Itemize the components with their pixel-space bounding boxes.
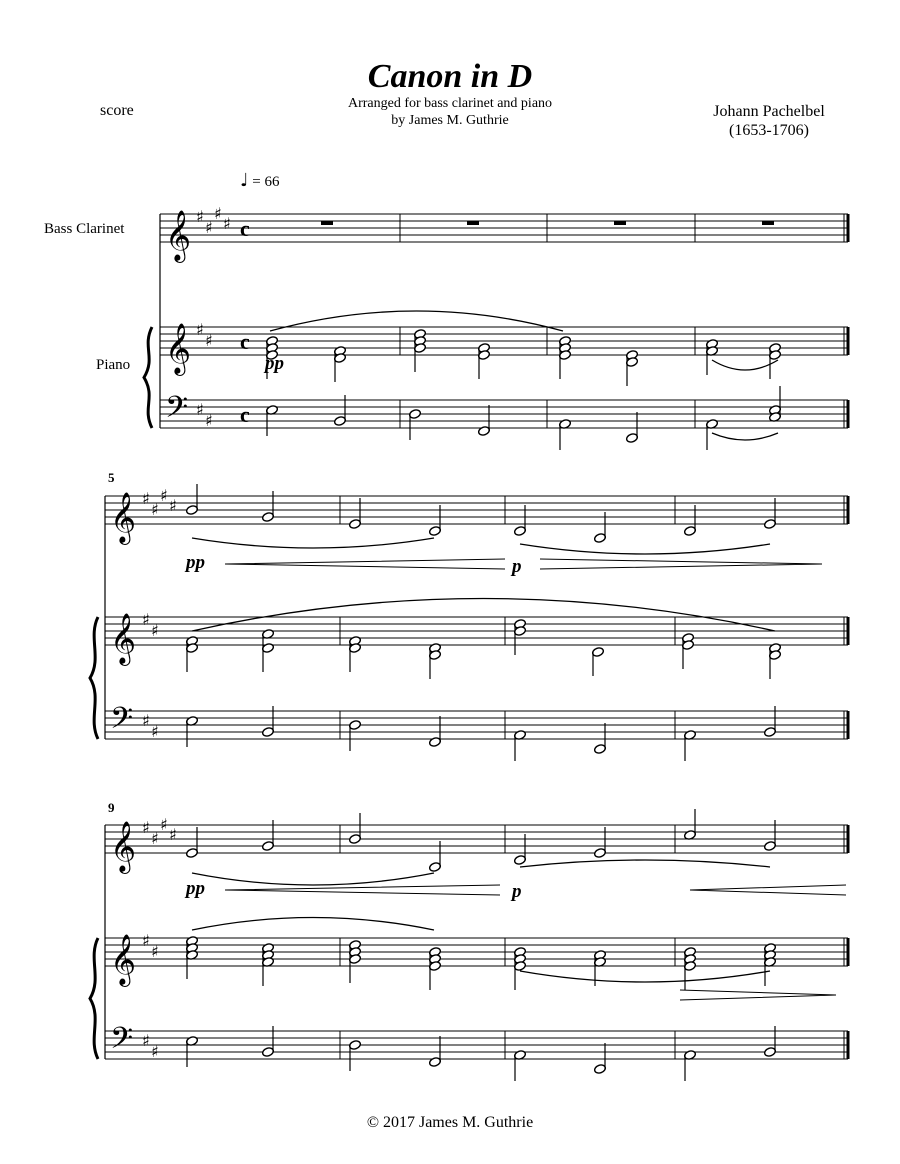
treble-clef-icon: 𝄞 <box>110 934 137 985</box>
arranger-credit: by James M. Guthrie <box>391 113 509 128</box>
sharp-icon: ♯ <box>169 496 177 515</box>
sharp-icon: ♯ <box>169 825 177 844</box>
decrescendo-hairpin <box>680 990 836 1000</box>
sharp-icon: ♯ <box>151 621 159 640</box>
dynamic-marking: p <box>512 556 522 577</box>
whole-rest <box>762 221 774 225</box>
piano-brace <box>90 617 98 739</box>
instrument-label-clarinet: Bass Clarinet <box>44 221 125 237</box>
sharp-icon: ♯ <box>142 489 150 508</box>
whole-rest <box>321 221 333 225</box>
slur <box>192 873 434 885</box>
slur <box>520 544 770 554</box>
treble-clef-icon: 𝄞 <box>110 492 137 543</box>
slur <box>712 360 778 370</box>
quarter-note-icon: ♩ <box>240 170 249 191</box>
tempo-value: = 66 <box>252 174 280 190</box>
sharp-icon: ♯ <box>151 829 159 848</box>
sharp-icon: ♯ <box>142 711 150 730</box>
dynamic-marking: p <box>512 881 522 902</box>
slur <box>520 860 770 867</box>
slur <box>192 918 434 931</box>
treble-clef-icon: 𝄞 <box>165 210 192 261</box>
slur <box>192 538 434 548</box>
time-signature: c <box>240 216 250 241</box>
time-signature: c <box>240 402 250 427</box>
sharp-icon: ♯ <box>214 204 222 223</box>
sharp-icon: ♯ <box>160 815 168 834</box>
dynamic-marking: pp <box>186 878 205 899</box>
treble-clef-icon: 𝄞 <box>110 613 137 664</box>
instrument-label-piano: Piano <box>96 357 131 373</box>
slur <box>270 311 563 331</box>
slur <box>712 433 778 440</box>
bass-clef-icon: 𝄢 <box>165 391 189 432</box>
sharp-icon: ♯ <box>196 400 204 419</box>
piano-brace <box>144 327 152 428</box>
whole-rest <box>614 221 626 225</box>
crescendo-hairpin <box>225 559 505 569</box>
dynamic-marking: pp <box>186 552 205 573</box>
sharp-icon: ♯ <box>205 218 213 237</box>
score-title: Canon in D <box>367 58 533 95</box>
sharp-icon: ♯ <box>160 486 168 505</box>
sharp-icon: ♯ <box>142 818 150 837</box>
dynamic-marking: pp <box>265 353 284 374</box>
sharp-icon: ♯ <box>142 610 150 629</box>
sharp-icon: ♯ <box>151 1042 159 1061</box>
measure-number: 9 <box>108 800 115 815</box>
decrescendo-hairpin <box>540 559 822 569</box>
sharp-icon: ♯ <box>196 320 204 339</box>
crescendo-hairpin <box>690 885 846 895</box>
sharp-icon: ♯ <box>142 931 150 950</box>
crescendo-hairpin <box>225 885 500 895</box>
sharp-icon: ♯ <box>223 214 231 233</box>
bass-clef-icon: 𝄢 <box>110 1022 134 1063</box>
sharp-icon: ♯ <box>196 207 204 226</box>
sharp-icon: ♯ <box>205 331 213 350</box>
arrangement-subtitle: Arranged for bass clarinet and piano <box>347 96 553 111</box>
bass-clef-icon: 𝄢 <box>110 702 134 743</box>
piano-brace <box>90 938 98 1059</box>
time-signature: c <box>240 329 250 354</box>
slur <box>520 971 770 982</box>
measure-number: 5 <box>108 470 115 485</box>
composer-dates: (1653-1706) <box>729 122 809 139</box>
sharp-icon: ♯ <box>151 500 159 519</box>
treble-clef-icon: 𝄞 <box>165 323 192 374</box>
whole-rest <box>467 221 479 225</box>
copyright-notice: © 2017 James M. Guthrie <box>366 1114 534 1131</box>
treble-clef-icon: 𝄞 <box>110 821 137 872</box>
slur <box>192 599 775 632</box>
sharp-icon: ♯ <box>151 942 159 961</box>
composer-name: Johann Pachelbel <box>713 103 825 120</box>
sharp-icon: ♯ <box>142 1031 150 1050</box>
sharp-icon: ♯ <box>205 411 213 430</box>
sharp-icon: ♯ <box>151 722 159 741</box>
score-label: score <box>100 102 134 119</box>
